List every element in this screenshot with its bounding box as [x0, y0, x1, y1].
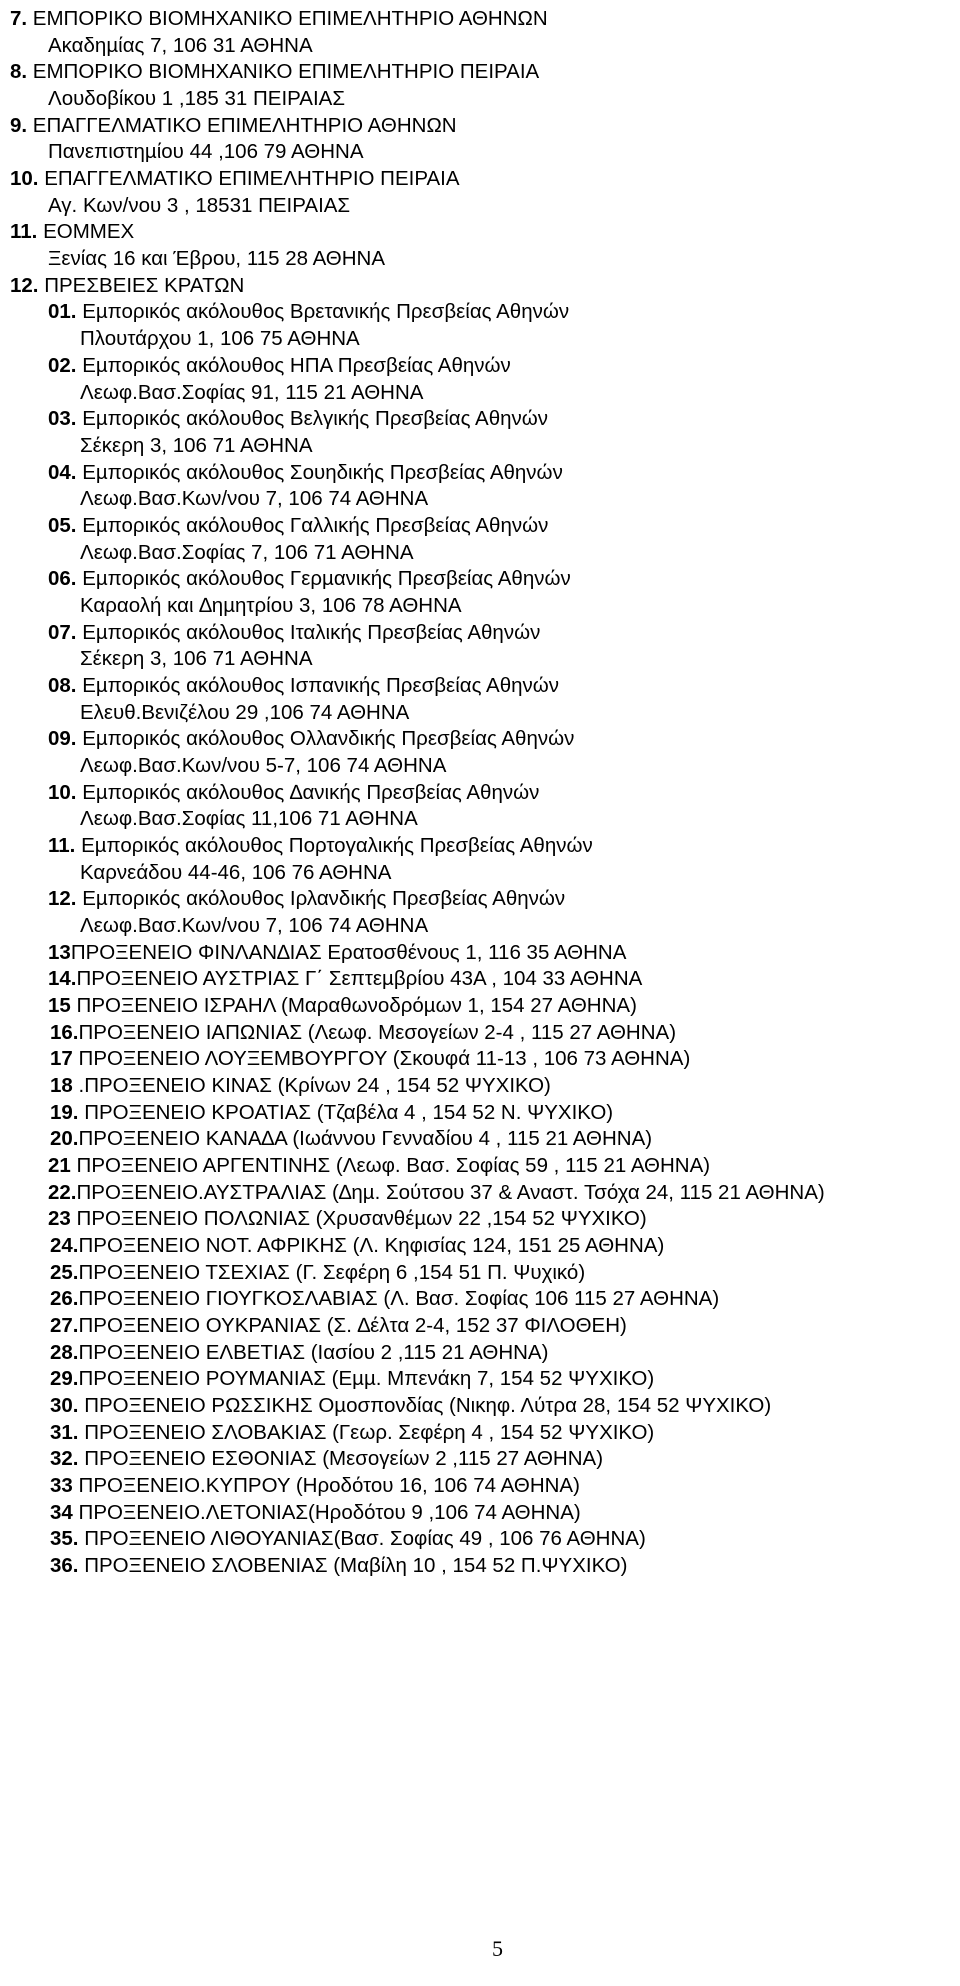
- document-line: [50, 1260, 585, 1286]
- document-line: [50, 1340, 548, 1366]
- line-text: Σέκερη 3, 106 71 ΑΘΗΝΑ: [80, 647, 313, 670]
- document-line: [50, 1313, 627, 1339]
- line-text: Αγ. Κων/νου 3 , 18531 ΠΕΙΡΑΙΑΣ: [48, 194, 351, 217]
- line-text: Εµπορικός ακόλουθος Γερµανικής Πρεσβείας Αθηνών: [76, 567, 571, 590]
- item-number: 09.: [48, 727, 77, 750]
- item-number: 05.: [48, 514, 77, 537]
- line-text: ΕΠΑΓΓΕΛΜΑΤΙΚΟ ΕΠΙΜΕΛΗΤΗΡΙΟ ΠΕΙΡΑΙΑ: [38, 167, 460, 190]
- line-text: ΠΡΟΞΕΝΕΙΟ ΑΥΣΤΡΙΑΣ Γ΄ Σεπτεµβρίου 43Α , 104 33 ΑΘΗΝΑ: [76, 967, 643, 990]
- line-text: Εµπορικός ακόλουθος Πορτογαλικής Πρεσβείας Αθηνών: [75, 834, 593, 857]
- document-line: [48, 940, 626, 966]
- line-text: ΠΡΟΞΕΝΕΙΟ ΣΛΟΒΑΚΙΑΣ (Γεωρ. Σεφέρη 4 , 154 52 ΨΥΧΙΚΟ): [78, 1421, 655, 1444]
- document-line: [10, 6, 548, 32]
- line-text: Λεωφ.Βασ.Κων/νου 7, 106 74 ΑΘΗΝΑ: [80, 914, 429, 937]
- item-number: 36.: [50, 1554, 79, 1577]
- item-number: 31.: [50, 1421, 79, 1444]
- line-text: ΠΡΟΞΕΝΕΙΟ ΛΟΥΞΕΜΒΟΥΡΓΟΥ (Σκουφά 11-13 , 106 73 ΑΘΗΝΑ): [72, 1047, 691, 1070]
- document-line: [48, 566, 571, 592]
- line-text: Εµπορικός ακόλουθος Γαλλικής Πρεσβείας Αθηνών: [76, 514, 549, 537]
- line-text: ΕΜΠΟΡΙΚΟ ΒΙΟΜΗΧΑΝΙΚΟ ΕΠΙΜΕΛΗΤΗΡΙΟ ΑΘΗΝΩΝ: [27, 7, 548, 30]
- document-line: [10, 113, 457, 139]
- line-text: Λουδοβίκου 1 ,185 31 ΠΕΙΡΑΙΑΣ: [48, 87, 345, 110]
- item-number: 27.: [50, 1314, 79, 1337]
- document-line: [48, 966, 642, 992]
- line-text: ΠΡΟΞΕΝΕΙΟ ΟΥΚΡΑΝΙΑΣ (Σ. ∆έλτα 2-4, 152 37 ΦΙΛΟΘΕΗ): [78, 1314, 627, 1337]
- line-text: Λεωφ.Βασ.Κων/νου 7, 106 74 ΑΘΗΝΑ: [80, 487, 429, 510]
- line-text: ΠΡΟΞΕΝΕΙΟ.ΑΥΣΤΡΑΛΙΑΣ (∆ηµ. Σούτσου 37 & Αναστ. Τσόχα 24, 115 21 ΑΘΗΝΑ): [76, 1181, 825, 1204]
- document-line: [80, 753, 446, 779]
- item-number: 10.: [48, 781, 77, 804]
- document-line: [48, 460, 563, 486]
- line-text: Εµπορικός ακόλουθος Ιρλανδικής Πρεσβείας Αθηνών: [76, 887, 566, 910]
- document-line: [48, 406, 548, 432]
- document-line: [50, 1126, 652, 1152]
- document-line: [48, 620, 540, 646]
- item-number: 35.: [50, 1527, 79, 1550]
- item-number: 17: [50, 1047, 73, 1070]
- item-number: 02.: [48, 354, 77, 377]
- document-line: [10, 166, 460, 192]
- line-text: ΠΡΕΣΒΕΙΕΣ ΚΡΑΤΩΝ: [38, 274, 245, 297]
- line-text: Καραολή και ∆ηµητρίου 3, 106 78 ΑΘΗΝΑ: [80, 594, 462, 617]
- item-number: 9.: [10, 114, 28, 137]
- document-line: [50, 1553, 627, 1579]
- line-text: ΕΠΑΓΓΕΛΜΑΤΙΚΟ ΕΠΙΜΕΛΗΤΗΡΙΟ ΑΘΗΝΩΝ: [27, 114, 457, 137]
- line-text: Λεωφ.Βασ.Σοφίας 7, 106 71 ΑΘΗΝΑ: [80, 541, 414, 564]
- item-number: 18: [50, 1074, 73, 1097]
- item-number: 26.: [50, 1287, 79, 1310]
- document-line: [50, 1286, 719, 1312]
- line-text: ΠΡΟΞΕΝΕΙΟ ΠΟΛΩΝΙΑΣ (Χρυσανθέµων 22 ,154 52 ΨΥΧΙΚΟ): [70, 1207, 647, 1230]
- document-line: [10, 59, 539, 85]
- document-line: [10, 219, 134, 245]
- line-text: ΠΡΟΞΕΝΕΙΟ ΓΙΟΥΓΚΟΣΛΑΒΙΑΣ (Λ. Βασ. Σοφίας 106 115 27 ΑΘΗΝΑ): [78, 1287, 720, 1310]
- document-line: [48, 33, 313, 59]
- item-number: 28.: [50, 1341, 79, 1364]
- item-number: 13: [48, 941, 71, 964]
- document-line: [48, 993, 637, 1019]
- line-text: Εµπορικός ακόλουθος Βελγικής Πρεσβείας Αθηνών: [76, 407, 549, 430]
- document-line: [48, 1153, 710, 1179]
- line-text: .ΠΡΟΞΕΝΕΙΟ ΚΙΝΑΣ (Κρίνων 24 , 154 52 ΨΥΧΙΚΟ): [72, 1074, 551, 1097]
- line-text: ΕΟΜΜΕΧ: [37, 220, 135, 243]
- item-number: 19.: [50, 1101, 79, 1124]
- document-line: [48, 513, 548, 539]
- document-line: [50, 1526, 646, 1552]
- item-number: 7.: [10, 7, 28, 30]
- document-line: [80, 593, 462, 619]
- document-line: [48, 246, 385, 272]
- item-number: 33: [50, 1474, 73, 1497]
- line-text: Λεωφ.Βασ.Σοφίας 91, 115 21 ΑΘΗΝΑ: [80, 381, 424, 404]
- line-text: Εµπορικός ακόλουθος ΗΠΑ Πρεσβείας Αθηνών: [76, 354, 511, 377]
- line-text: Λεωφ.Βασ.Σοφίας 11,106 71 ΑΘΗΝΑ: [80, 807, 418, 830]
- item-number: 24.: [50, 1234, 79, 1257]
- document-line: [48, 139, 364, 165]
- line-text: Ελευθ.Βενιζέλου 29 ,106 74 ΑΘΗΝΑ: [80, 701, 410, 724]
- item-number: 21: [48, 1154, 71, 1177]
- line-text: ΠΡΟΞΕΝΕΙΟ ΚΑΝΑ∆Α (Ιωάννου Γενναδίου 4 , 115 21 ΑΘΗΝΑ): [78, 1127, 653, 1150]
- line-text: Σέκερη 3, 106 71 ΑΘΗΝΑ: [80, 434, 313, 457]
- document-line: [80, 540, 414, 566]
- line-text: ΠΡΟΞΕΝΕΙΟ.ΚΥΠΡΟΥ (Ηροδότου 16, 106 74 ΑΘΗΝΑ): [72, 1474, 580, 1497]
- line-text: Εµπορικός ακόλουθος Ιταλικής Πρεσβείας Αθηνών: [76, 621, 541, 644]
- document-line: [80, 433, 313, 459]
- item-number: 20.: [50, 1127, 79, 1150]
- document-line: [50, 1446, 603, 1472]
- document-line: [50, 1500, 581, 1526]
- document-line: [48, 780, 539, 806]
- line-text: Ξενίας 16 και Έβρου, 115 28 ΑΘΗΝΑ: [48, 247, 386, 270]
- line-text: ΠΡΟΞΕΝΕΙΟ ΑΡΓΕΝΤΙΝΗΣ (Λεωφ. Βασ. Σοφίας 59 , 115 21 ΑΘΗΝΑ): [70, 1154, 711, 1177]
- item-number: 16.: [50, 1021, 79, 1044]
- document-line: [50, 1366, 654, 1392]
- document-line: [80, 646, 313, 672]
- item-number: 11.: [48, 834, 76, 857]
- line-text: ΠΡΟΞΕΝΕΙΟ ΕΛΒΕΤΙΑΣ (Ιασίου 2 ,115 21 ΑΘΗΝΑ): [78, 1341, 549, 1364]
- document-line: [48, 193, 350, 219]
- line-text: ΠΡΟΞΕΝΕΙΟ ΤΣΕΧΙΑΣ (Γ. Σεφέρη 6 ,154 51 Π. Ψυχικό): [78, 1261, 586, 1284]
- item-number: 15: [48, 994, 71, 1017]
- item-number: 07.: [48, 621, 77, 644]
- item-number: 29.: [50, 1367, 79, 1390]
- line-text: Εµπορικός ακόλουθος Ολλανδικής Πρεσβείας Αθηνών: [76, 727, 575, 750]
- document-line: [50, 1393, 771, 1419]
- item-number: 32.: [50, 1447, 79, 1470]
- line-text: Πανεπιστηµίου 44 ,106 79 ΑΘΗΝΑ: [48, 140, 364, 163]
- document-line: [80, 806, 418, 832]
- line-text: ΠΡΟΞΕΝΕΙΟ ΝΟΤ. ΑΦΡΙΚΗΣ (Λ. Κηφισίας 124, 151 25 ΑΘΗΝΑ): [78, 1234, 665, 1257]
- document-line: [48, 1206, 647, 1232]
- item-number: 06.: [48, 567, 77, 590]
- document-line: [80, 700, 409, 726]
- item-number: 03.: [48, 407, 77, 430]
- document-line: [80, 326, 360, 352]
- line-text: ΠΡΟΞΕΝΕΙΟ.ΛΕΤΟΝΙΑΣ(Ηροδότου 9 ,106 74 ΑΘΗΝΑ): [72, 1501, 581, 1524]
- item-number: 14.: [48, 967, 77, 990]
- item-number: 01.: [48, 300, 77, 323]
- item-number: 12.: [48, 887, 77, 910]
- document-line: [48, 86, 345, 112]
- document-line: [50, 1073, 551, 1099]
- document-line: [48, 726, 574, 752]
- line-text: Εµπορικός ακόλουθος ∆ανικής Πρεσβείας Αθηνών: [76, 781, 540, 804]
- document-line: [80, 380, 423, 406]
- item-number: 8.: [10, 60, 28, 83]
- document-line: [48, 833, 593, 859]
- document-line: [50, 1233, 664, 1259]
- line-text: Λεωφ.Βασ.Κων/νου 5-7, 106 74 ΑΘΗΝΑ: [80, 754, 447, 777]
- item-number: 22.: [48, 1181, 77, 1204]
- item-number: 30.: [50, 1394, 79, 1417]
- line-text: ΠΡΟΞΕΝΕΙΟ ΕΣΘΟΝΙΑΣ (Μεσογείων 2 ,115 27 ΑΘΗΝΑ): [78, 1447, 604, 1470]
- line-text: ΠΡΟΞΕΝΕΙΟ ΚΡΟΑΤΙΑΣ (Τζαβέλα 4 , 154 52 Ν. ΨΥΧΙΚΟ): [78, 1101, 614, 1124]
- line-text: Εµπορικός ακόλουθος Σουηδικής Πρεσβείας Αθηνών: [76, 461, 563, 484]
- item-number: 12.: [10, 274, 39, 297]
- line-text: Εµπορικός ακόλουθος Βρετανικής Πρεσβείας Αθηνών: [76, 300, 570, 323]
- line-text: Εµπορικός ακόλουθος Ισπανικής Πρεσβείας Αθηνών: [76, 674, 560, 697]
- line-text: ΠΡΟΞΕΝΕΙΟ ΣΛΟΒΕΝΙΑΣ (Μαβίλη 10 , 154 52 Π.ΨΥΧΙΚΟ): [78, 1554, 628, 1577]
- document-line: [50, 1420, 654, 1446]
- line-text: ΠΡΟΞΕΝΕΙΟ ΡΩΣΣΙΚΗΣ Οµοσπονδίας (Νικηφ. Λύτρα 28, 154 52 ΨΥΧΙΚΟ): [78, 1394, 772, 1417]
- document-line: [80, 860, 391, 886]
- item-number: 23: [48, 1207, 71, 1230]
- line-text: Πλουτάρχου 1, 106 75 ΑΘΗΝΑ: [80, 327, 360, 350]
- line-text: ΠΡΟΞΕΝΕΙΟ ΙΣΡΑΗΛ (Μαραθωνοδρόµων 1, 154 27 ΑΘΗΝΑ): [70, 994, 637, 1017]
- item-number: 34: [50, 1501, 73, 1524]
- document-line: [48, 673, 559, 699]
- item-number: 04.: [48, 461, 77, 484]
- item-number: 10.: [10, 167, 39, 190]
- line-text: ΠΡΟΞΕΝΕΙΟ ΛΙΘΟΥΑΝΙΑΣ(Βασ. Σοφίας 49 , 106 76 ΑΘΗΝΑ): [78, 1527, 646, 1550]
- item-number: 11.: [10, 220, 38, 243]
- document-line: [48, 1180, 825, 1206]
- line-text: ΠΡΟΞΕΝΕΙΟ ΦΙΝΛΑΝ∆ΙΑΣ Ερατοσθένους 1, 116 35 ΑΘΗΝΑ: [70, 941, 627, 964]
- document-line: [50, 1473, 580, 1499]
- document-line: [50, 1020, 676, 1046]
- document-line: [50, 1100, 613, 1126]
- line-text: ΠΡΟΞΕΝΕΙΟ ΡΟΥΜΑΝΙΑΣ (Εµµ. Μπενάκη 7, 154 52 ΨΥΧΙΚΟ): [78, 1367, 655, 1390]
- document-line: [80, 913, 428, 939]
- document-line: [50, 1046, 690, 1072]
- document-line: [48, 299, 569, 325]
- line-text: Ακαδηµίας 7, 106 31 ΑΘΗΝΑ: [48, 34, 313, 57]
- line-text: ΠΡΟΞΕΝΕΙΟ ΙΑΠΩΝΙΑΣ (Λεωφ. Μεσογείων 2-4 , 115 27 ΑΘΗΝΑ): [78, 1021, 677, 1044]
- item-number: 08.: [48, 674, 77, 697]
- document-line: [48, 353, 511, 379]
- page-number: 5: [492, 1936, 503, 1961]
- line-text: Καρνεάδου 44-46, 106 76 ΑΘΗΝΑ: [80, 861, 392, 884]
- document-line: [80, 486, 428, 512]
- line-text: ΕΜΠΟΡΙΚΟ ΒΙΟΜΗΧΑΝΙΚΟ ΕΠΙΜΕΛΗΤΗΡΙΟ ΠΕΙΡΑΙΑ: [27, 60, 540, 83]
- item-number: 25.: [50, 1261, 79, 1284]
- document-line: [48, 886, 565, 912]
- document-line: [10, 273, 244, 299]
